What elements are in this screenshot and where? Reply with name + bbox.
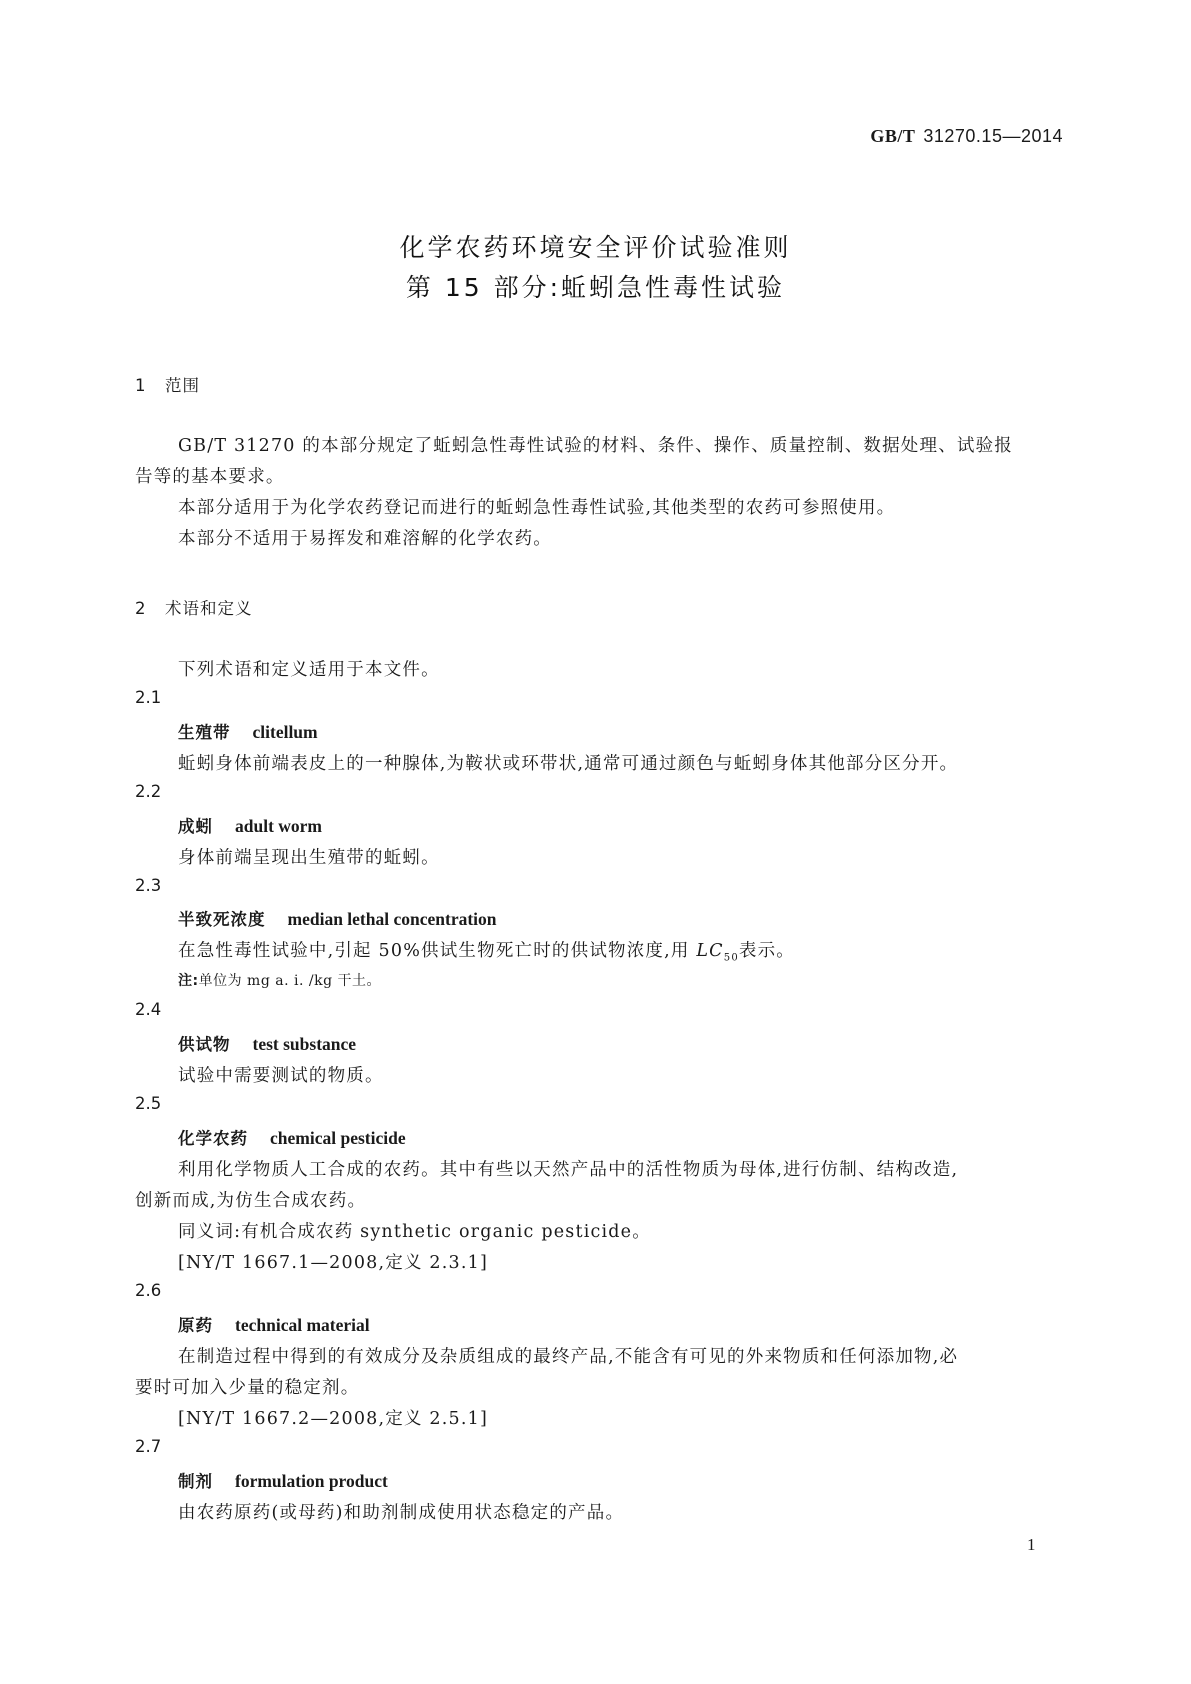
- clause-number: 2.3: [135, 876, 162, 895]
- term-en: chemical pesticide: [270, 1128, 406, 1148]
- term-en: adult worm: [235, 816, 323, 836]
- paragraph-line: 下列术语和定义适用于本文件。: [178, 660, 440, 680]
- definition-line: 由农药原药(或母药)和助剂制成使用状态稳定的产品。: [178, 1503, 625, 1523]
- clause-number: 2.2: [135, 782, 162, 801]
- term-entry: [178, 906, 497, 930]
- note: [178, 970, 381, 990]
- term-zh: 制剂: [178, 1472, 213, 1491]
- lc-symbol: LC: [696, 941, 724, 961]
- paragraph-line: 本部分适用于为化学农药登记而进行的蚯蚓急性毒性试验,其他类型的农药可参照使用。: [178, 498, 896, 518]
- definition-text: 表示。: [738, 941, 796, 961]
- paragraph-line: 告等的基本要求。: [135, 467, 285, 487]
- standard-code: [870, 126, 1063, 147]
- document-title: 化学农药环境安全评价试验准则: [399, 233, 792, 262]
- paragraph-line: GB/T 31270 的本部分规定了蚯蚓急性毒性试验的材料、条件、操作、质量控制、数据处理、试验报: [178, 436, 1014, 456]
- term-entry: [178, 719, 318, 743]
- definition-line: 在制造过程中得到的有效成分及杂质组成的最终产品,不能含有可见的外来物质和任何添加物,必: [178, 1347, 959, 1367]
- term-zh: 半致死浓度: [178, 910, 266, 929]
- definition-line: 试验中需要测试的物质。: [178, 1066, 384, 1086]
- definition-line: 蚯蚓身体前端表皮上的一种腺体,为鞍状或环带状,通常可通过颜色与蚯蚓身体其他部分区分开。: [178, 754, 959, 774]
- standard-prefix: GB/T: [870, 126, 916, 146]
- page-number: 1: [1027, 1535, 1036, 1554]
- section-number: 2: [135, 599, 147, 618]
- section-heading-scope: [135, 372, 200, 396]
- clause-number: 2.1: [135, 688, 162, 707]
- document-subtitle: 第 15 部分:蚯蚓急性毒性试验: [405, 273, 786, 302]
- synonym-line: 同义词:有机合成农药 synthetic organic pesticide。: [178, 1222, 651, 1242]
- term-entry: [178, 1031, 356, 1055]
- clause-number: 2.7: [135, 1437, 162, 1456]
- term-en: clitellum: [252, 722, 318, 742]
- reference-citation: [NY/T 1667.1—2008,定义 2.3.1]: [178, 1253, 488, 1273]
- section-title: 术语和定义: [165, 599, 253, 618]
- reference-citation: [NY/T 1667.2—2008,定义 2.5.1]: [178, 1409, 488, 1429]
- term-zh: 化学农药: [178, 1129, 248, 1148]
- term-zh: 生殖带: [178, 723, 231, 742]
- clause-number: 2.5: [135, 1094, 162, 1113]
- term-entry: [178, 1312, 370, 1336]
- section-number: 1: [135, 376, 147, 395]
- clause-number: 2.4: [135, 1000, 162, 1019]
- definition-line: 创新而成,为仿生合成农药。: [135, 1191, 367, 1211]
- note-text: 单位为 mg a. i. /kg 干土。: [198, 973, 381, 989]
- standard-number: 31270.15—2014: [923, 126, 1063, 146]
- definition-line: 要时可加入少量的稳定剂。: [135, 1378, 360, 1398]
- paragraph-line: 本部分不适用于易挥发和难溶解的化学农药。: [178, 529, 552, 549]
- clause-number: 2.6: [135, 1281, 162, 1300]
- term-en: median lethal concentration: [287, 909, 497, 929]
- section-title: 范围: [165, 376, 200, 395]
- term-en: formulation product: [235, 1471, 388, 1491]
- definition-line: [178, 937, 795, 964]
- definition-text: 在急性毒性试验中,引起 50%供试生物死亡时的供试物浓度,用: [178, 941, 697, 961]
- term-entry: [178, 1125, 406, 1149]
- section-heading-terms: [135, 595, 253, 619]
- term-entry: [178, 813, 322, 837]
- lc-subscript: 50: [723, 952, 739, 964]
- term-en: technical material: [235, 1315, 370, 1335]
- term-zh: 供试物: [178, 1035, 231, 1054]
- definition-line: 身体前端呈现出生殖带的蚯蚓。: [178, 848, 440, 868]
- term-en: test substance: [252, 1034, 357, 1054]
- definition-line: 利用化学物质人工合成的农药。其中有些以天然产品中的活性物质为母体,进行仿制、结构改造,: [178, 1160, 959, 1180]
- term-zh: 原药: [178, 1316, 213, 1335]
- term-entry: [178, 1468, 388, 1492]
- term-zh: 成蚓: [178, 817, 213, 836]
- note-label: 注:: [178, 973, 199, 989]
